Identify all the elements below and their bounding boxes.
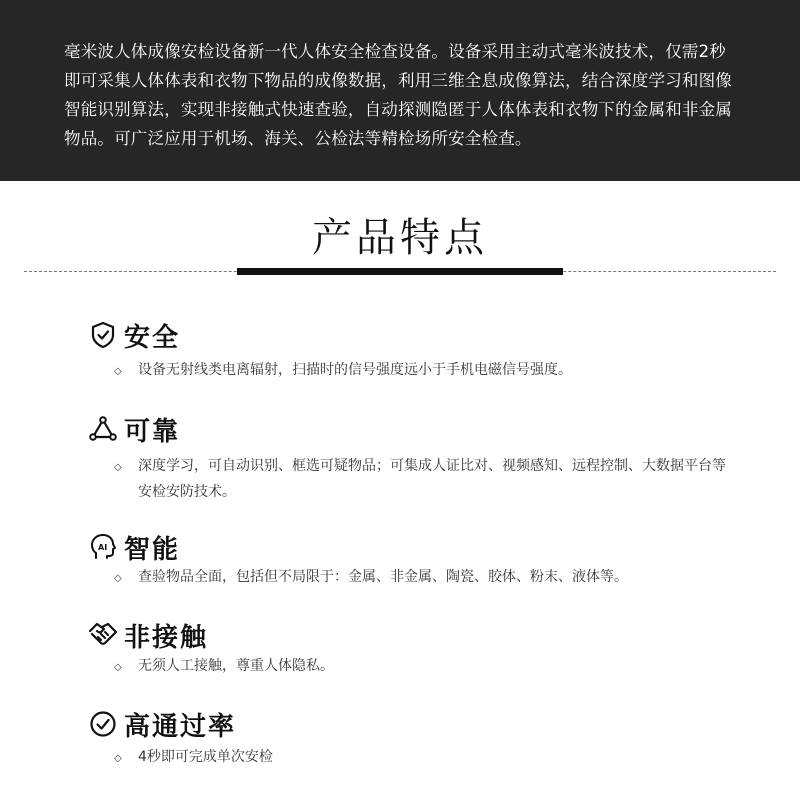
feature-head <box>88 617 208 653</box>
triangle-nodes-icon <box>88 414 118 444</box>
feature-desc-text: 深度学习，可自动识别、框选可疑物品；可集成人证比对、视频感知、远程控制、大数据平台等安检安防技术。 <box>138 458 726 500</box>
feature-desc-text: 4秒即可完成单次安检 <box>138 749 273 765</box>
feature-title: 高通过率 <box>124 711 237 742</box>
bullet-icon: ◇ <box>114 366 122 377</box>
feature-title: 智能 <box>124 534 181 565</box>
feature-desc-text: 无须人工接触，尊重人体隐私。 <box>138 658 334 674</box>
section-title-wrap <box>0 210 800 266</box>
feature-desc <box>114 454 736 504</box>
feature-head <box>88 706 236 742</box>
shield-icon <box>88 320 118 350</box>
feature-desc <box>114 358 736 384</box>
bullet-icon: ◇ <box>114 573 122 584</box>
bullet-icon: ◇ <box>114 462 122 473</box>
feature-title: 可靠 <box>124 416 181 447</box>
bullet-icon: ◇ <box>114 662 122 673</box>
check-circle-icon <box>88 709 118 739</box>
intro-text: 毫米波人体成像安检设备新一代人体安全检查设备。设备采用主动式毫米波技术，仅需2秒即可采集人体体表和衣物下物品的成像数据，利用三维全息成像算法，结合深度学习和图像智能识别算法，实现非接触式快速查验，自动探测隐匿于人体体表和衣物下的金属和非金属物品。可广泛应用于机场、海关、公检法等精检场所安全检查。 <box>64 42 732 148</box>
bullet-icon: ◇ <box>114 753 122 764</box>
feature-head <box>88 411 180 447</box>
feature-title: 安全 <box>124 322 181 353</box>
svg-text:AI: AI <box>98 543 108 552</box>
feature-desc-text: 设备无射线类电离辐射，扫描时的信号强度远小于手机电磁信号强度。 <box>138 362 572 378</box>
feature-head <box>88 529 180 565</box>
section-title: 产品特点 <box>312 215 488 261</box>
feature-desc <box>114 565 736 591</box>
feature-desc <box>114 745 736 771</box>
feature-desc <box>114 654 736 680</box>
handshake-icon <box>88 620 118 650</box>
feature-desc-text: 查验物品全面，包括但不局限于：金属、非金属、陶瓷、胶体、粉末、液体等。 <box>138 569 628 585</box>
ai-head-icon <box>88 532 118 562</box>
intro-banner <box>0 0 800 181</box>
title-underline-bar <box>237 268 563 275</box>
feature-head <box>88 317 180 353</box>
feature-title: 非接触 <box>124 622 209 653</box>
